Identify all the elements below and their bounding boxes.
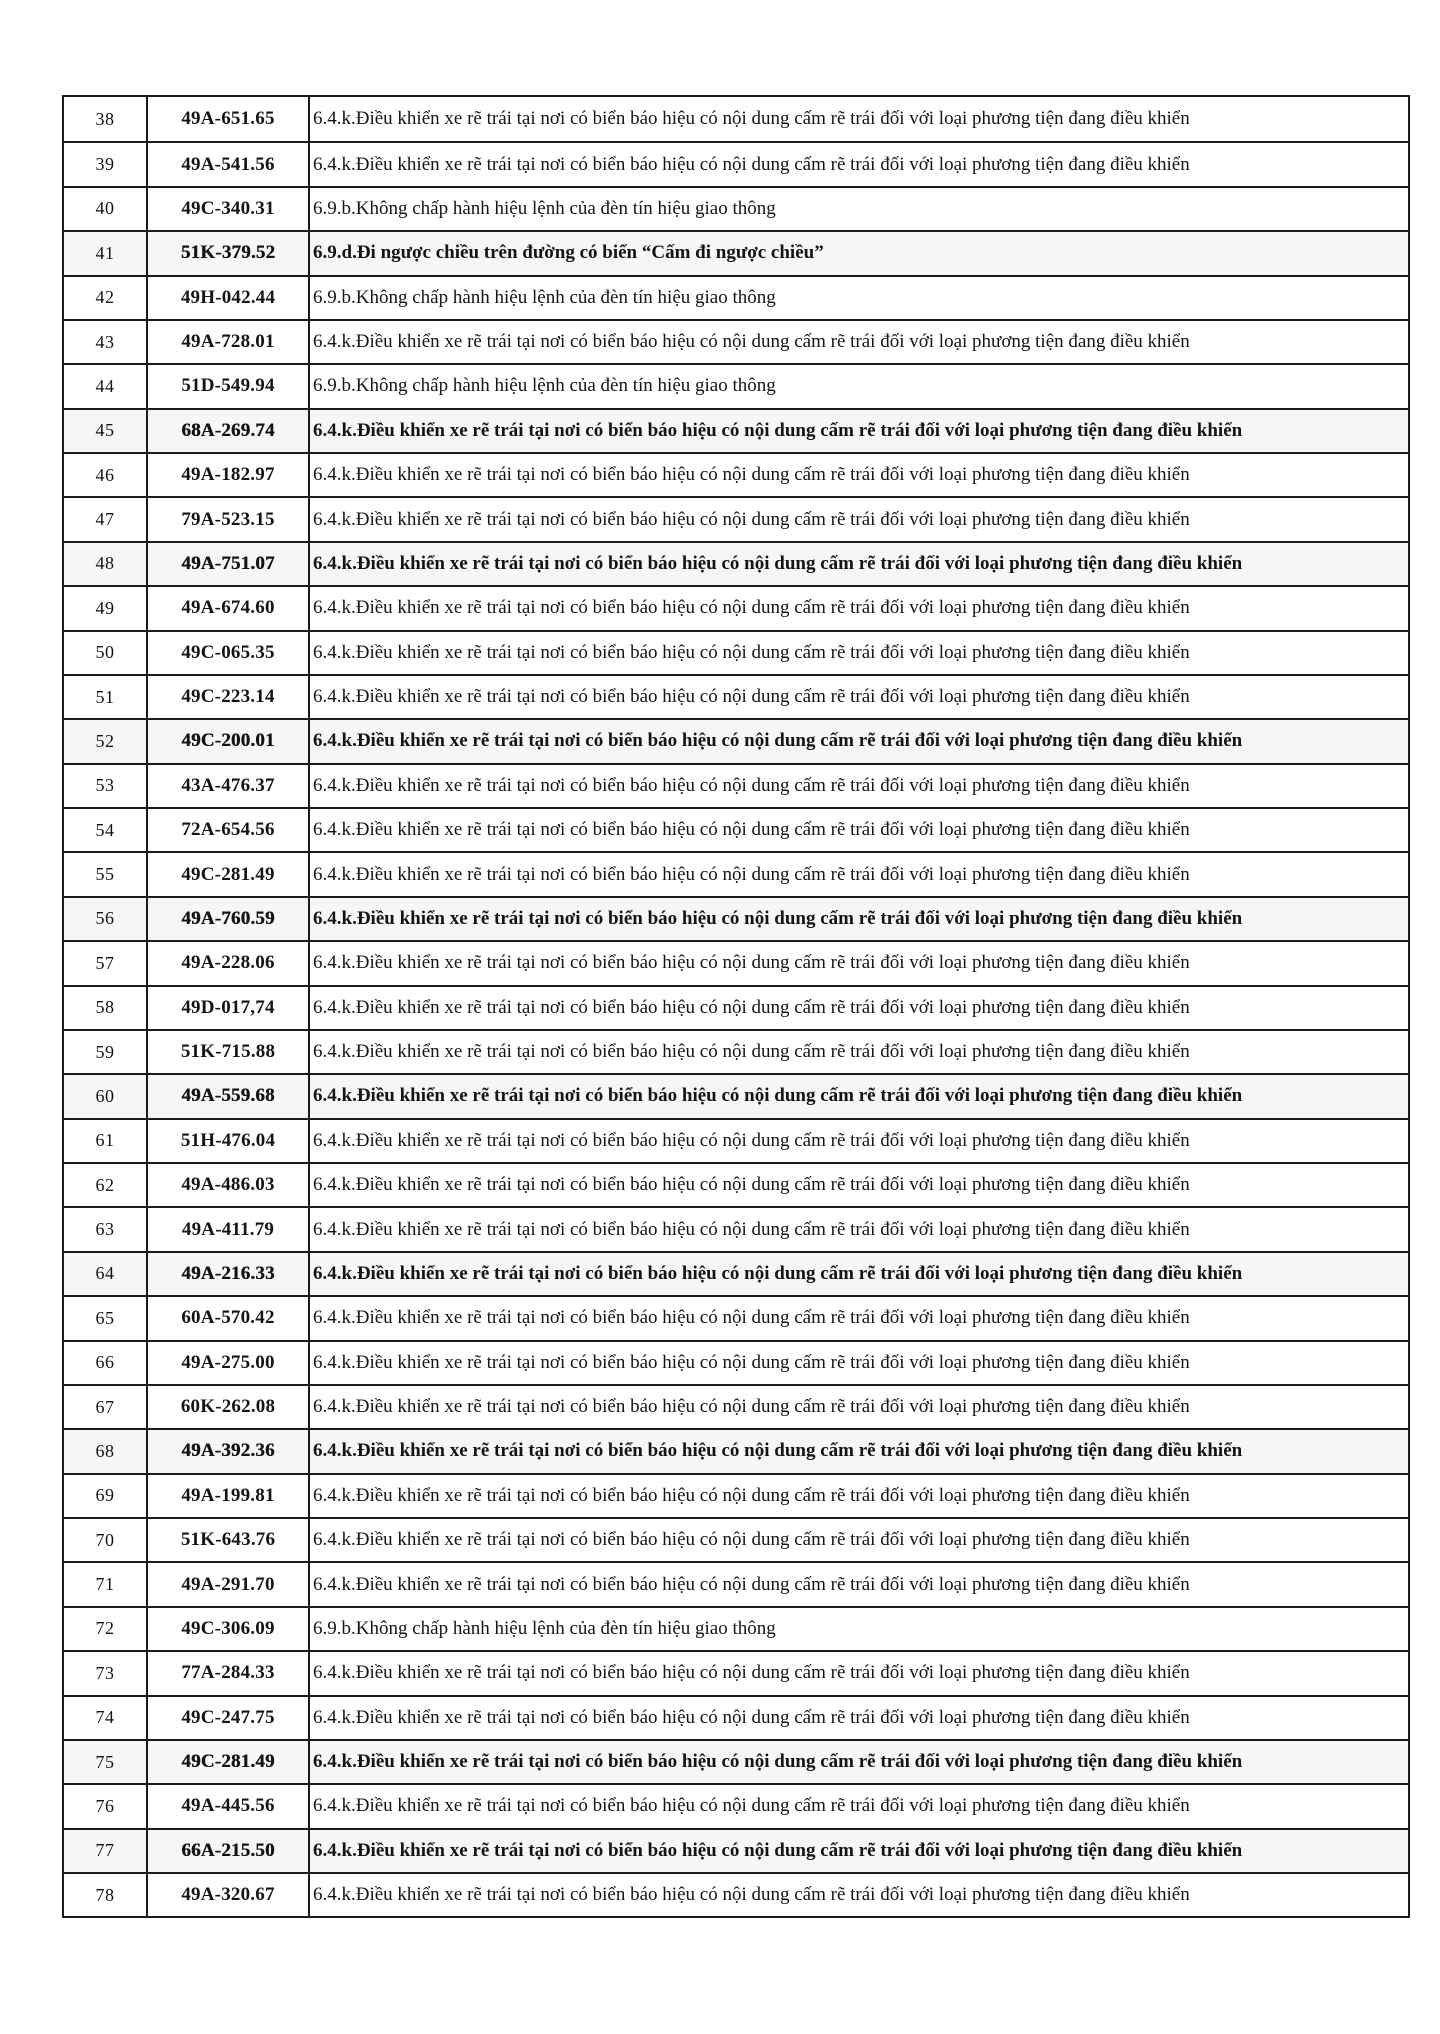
table-row	[64, 1340, 1408, 1384]
row-number-cell: 39	[64, 143, 148, 185]
license-plate-cell: 49C-223.14	[148, 676, 310, 718]
row-number-cell: 78	[64, 1874, 148, 1916]
table-row	[64, 718, 1408, 762]
table-row	[64, 496, 1408, 540]
row-number-cell: 49	[64, 587, 148, 629]
license-plate-cell: 49A-674.60	[148, 587, 310, 629]
table-row	[64, 896, 1408, 940]
table-row	[64, 1473, 1408, 1517]
row-number-cell: 52	[64, 720, 148, 762]
license-plate-cell: 51K-379.52	[148, 232, 310, 274]
table-row	[64, 1118, 1408, 1162]
license-plate-cell: 60K-262.08	[148, 1386, 310, 1428]
license-plate-cell: 49A-751.07	[148, 543, 310, 585]
row-number-cell: 72	[64, 1608, 148, 1650]
license-plate-cell: 49C-247.75	[148, 1697, 310, 1739]
license-plate-cell: 49A-392.36	[148, 1430, 310, 1472]
violation-description-cell: 6.4.k.Điều khiển xe rẽ trái tại nơi có biển báo hiệu có nội dung cấm rẽ trái đối với loại phương tiện đang điều khiển	[313, 1529, 1190, 1551]
table-row	[64, 319, 1408, 363]
violation-description-cell: 6.4.k.Điều khiển xe rẽ trái tại nơi có biển báo hiệu có nội dung cấm rẽ trái đối với loại phương tiện đang điều khiển	[313, 819, 1190, 841]
table-row	[64, 186, 1408, 230]
row-number-cell: 73	[64, 1652, 148, 1694]
table-row	[64, 1162, 1408, 1206]
violation-description-cell: 6.4.k.Điều khiển xe rẽ trái tại nơi có biển báo hiệu có nội dung cấm rẽ trái đối với loại phương tiện đang điều khiển	[313, 1662, 1190, 1684]
row-number-cell: 53	[64, 765, 148, 807]
violation-description-cell: 6.4.k.Điều khiển xe rẽ trái tại nơi có biển báo hiệu có nội dung cấm rẽ trái đối với loại phương tiện đang điều khiển	[313, 552, 1243, 574]
table-row	[64, 1606, 1408, 1650]
table-row	[64, 452, 1408, 496]
violation-description-cell: 6.4.k.Điều khiển xe rẽ trái tại nơi có biển báo hiệu có nội dung cấm rẽ trái đối với loại phương tiện đang điều khiển	[313, 597, 1190, 619]
table-row	[64, 97, 1408, 141]
license-plate-cell: 51K-643.76	[148, 1519, 310, 1561]
row-number-cell: 55	[64, 853, 148, 895]
license-plate-cell: 68A-269.74	[148, 410, 310, 452]
license-plate-cell: 49A-275.00	[148, 1342, 310, 1384]
license-plate-cell: 51D-549.94	[148, 365, 310, 407]
violation-description-cell: 6.4.k.Điều khiển xe rẽ trái tại nơi có biển báo hiệu có nội dung cấm rẽ trái đối với loại phương tiện đang điều khiển	[313, 419, 1243, 441]
violation-description-cell: 6.4.k.Điều khiển xe rẽ trái tại nơi có biển báo hiệu có nội dung cấm rẽ trái đối với loại phương tiện đang điều khiển	[313, 686, 1190, 708]
table-row	[64, 1650, 1408, 1694]
license-plate-cell: 49A-486.03	[148, 1164, 310, 1206]
row-number-cell: 64	[64, 1253, 148, 1295]
violation-description-cell: 6.4.k.Điều khiển xe rẽ trái tại nơi có biển báo hiệu có nội dung cấm rẽ trái đối với loại phương tiện đang điều khiển	[313, 1795, 1190, 1817]
license-plate-cell: 49A-291.70	[148, 1563, 310, 1605]
table-row	[64, 851, 1408, 895]
violation-description-cell: 6.4.k.Điều khiển xe rẽ trái tại nơi có biển báo hiệu có nội dung cấm rẽ trái đối với loại phương tiện đang điều khiển	[313, 1351, 1190, 1373]
violation-description-cell: 6.9.b.Không chấp hành hiệu lệnh của đèn tín hiệu giao thông	[313, 286, 776, 308]
violation-description-cell: 6.4.k.Điều khiển xe rẽ trái tại nơi có biển báo hiệu có nội dung cấm rẽ trái đối với loại phương tiện đang điều khiển	[313, 1396, 1190, 1418]
violation-description-cell: 6.4.k.Điều khiển xe rẽ trái tại nơi có biển báo hiệu có nội dung cấm rẽ trái đối với loại phương tiện đang điều khiển	[313, 996, 1190, 1018]
license-plate-cell: 60A-570.42	[148, 1297, 310, 1339]
row-number-cell: 46	[64, 454, 148, 496]
table-row	[64, 1251, 1408, 1295]
license-plate-cell: 49A-559.68	[148, 1075, 310, 1117]
row-number-cell: 60	[64, 1075, 148, 1117]
violation-description-cell: 6.4.k.Điều khiển xe rẽ trái tại nơi có biển báo hiệu có nội dung cấm rẽ trái đối với loại phương tiện đang điều khiển	[313, 863, 1190, 885]
violation-description-cell: 6.4.k.Điều khiển xe rẽ trái tại nơi có biển báo hiệu có nội dung cấm rẽ trái đối với loại phương tiện đang điều khiển	[313, 952, 1190, 974]
row-number-cell: 56	[64, 898, 148, 940]
violation-description-cell: 6.4.k.Điều khiển xe rẽ trái tại nơi có biển báo hiệu có nội dung cấm rẽ trái đối với loại phương tiện đang điều khiển	[313, 1573, 1190, 1595]
violation-description-cell: 6.4.k.Điều khiển xe rẽ trái tại nơi có biển báo hiệu có nội dung cấm rẽ trái đối với loại phương tiện đang điều khiển	[313, 331, 1190, 353]
table-row	[64, 585, 1408, 629]
license-plate-cell: 49A-216.33	[148, 1253, 310, 1295]
table-row	[64, 363, 1408, 407]
license-plate-cell: 49A-760.59	[148, 898, 310, 940]
table-row	[64, 940, 1408, 984]
license-plate-cell: 51K-715.88	[148, 1031, 310, 1073]
row-number-cell: 71	[64, 1563, 148, 1605]
violation-description-cell: 6.4.k.Điều khiển xe rẽ trái tại nơi có biển báo hiệu có nội dung cấm rẽ trái đối với loại phương tiện đang điều khiển	[313, 1262, 1243, 1284]
violation-description-cell: 6.4.k.Điều khiển xe rẽ trái tại nơi có biển báo hiệu có nội dung cấm rẽ trái đối với loại phương tiện đang điều khiển	[313, 1751, 1243, 1773]
license-plate-cell: 49H-042.44	[148, 277, 310, 319]
violation-description-cell: 6.9.d.Đi ngược chiều trên đường có biển “Cấm đi ngược chiều”	[313, 242, 824, 264]
violation-description-cell: 6.4.k.Điều khiển xe rẽ trái tại nơi có biển báo hiệu có nội dung cấm rẽ trái đối với loại phương tiện đang điều khiển	[313, 1839, 1243, 1861]
violation-description-cell: 6.4.k.Điều khiển xe rẽ trái tại nơi có biển báo hiệu có nội dung cấm rẽ trái đối với loại phương tiện đang điều khiển	[313, 153, 1190, 175]
violation-description-cell: 6.4.k.Điều khiển xe rẽ trái tại nơi có biển báo hiệu có nội dung cấm rẽ trái đối với loại phương tiện đang điều khiển	[313, 907, 1243, 929]
row-number-cell: 66	[64, 1342, 148, 1384]
row-number-cell: 70	[64, 1519, 148, 1561]
license-plate-cell: 49A-182.97	[148, 454, 310, 496]
license-plate-cell: 49A-541.56	[148, 143, 310, 185]
table-row	[64, 1384, 1408, 1428]
row-number-cell: 45	[64, 410, 148, 452]
row-number-cell: 75	[64, 1741, 148, 1783]
row-number-cell: 67	[64, 1386, 148, 1428]
license-plate-cell: 77A-284.33	[148, 1652, 310, 1694]
table-row	[64, 763, 1408, 807]
row-number-cell: 51	[64, 676, 148, 718]
table-row	[64, 541, 1408, 585]
row-number-cell: 42	[64, 277, 148, 319]
violation-description-cell: 6.4.k.Điều khiển xe rẽ trái tại nơi có biển báo hiệu có nội dung cấm rẽ trái đối với loại phương tiện đang điều khiển	[313, 1129, 1190, 1151]
license-plate-cell: 49D-017,74	[148, 987, 310, 1029]
violation-description-cell: 6.4.k.Điều khiển xe rẽ trái tại nơi có biển báo hiệu có nội dung cấm rẽ trái đối với loại phương tiện đang điều khiển	[313, 1307, 1190, 1329]
row-number-cell: 63	[64, 1208, 148, 1250]
violation-description-cell: 6.4.k.Điều khiển xe rẽ trái tại nơi có biển báo hiệu có nội dung cấm rẽ trái đối với loại phương tiện đang điều khiển	[313, 1085, 1243, 1107]
row-number-cell: 38	[64, 97, 148, 141]
license-plate-cell: 79A-523.15	[148, 498, 310, 540]
row-number-cell: 77	[64, 1830, 148, 1872]
license-plate-cell: 49A-411.79	[148, 1208, 310, 1250]
table-row	[64, 1828, 1408, 1872]
table-row	[64, 807, 1408, 851]
row-number-cell: 59	[64, 1031, 148, 1073]
license-plate-cell: 49C-306.09	[148, 1608, 310, 1650]
violation-description-cell: 6.9.b.Không chấp hành hiệu lệnh của đèn tín hiệu giao thông	[313, 197, 776, 219]
row-number-cell: 44	[64, 365, 148, 407]
license-plate-cell: 49A-445.56	[148, 1785, 310, 1827]
table-row	[64, 1739, 1408, 1783]
row-number-cell: 58	[64, 987, 148, 1029]
table-row	[64, 1206, 1408, 1250]
row-number-cell: 74	[64, 1697, 148, 1739]
row-number-cell: 76	[64, 1785, 148, 1827]
violation-description-cell: 6.4.k.Điều khiển xe rẽ trái tại nơi có biển báo hiệu có nội dung cấm rẽ trái đối với loại phương tiện đang điều khiển	[313, 1484, 1190, 1506]
license-plate-cell: 49C-200.01	[148, 720, 310, 762]
license-plate-cell: 49C-340.31	[148, 188, 310, 230]
violation-description-cell: 6.4.k.Điều khiển xe rẽ trái tại nơi có biển báo hiệu có nội dung cấm rẽ trái đối với loại phương tiện đang điều khiển	[313, 1218, 1190, 1240]
violation-description-cell: 6.4.k.Điều khiển xe rẽ trái tại nơi có biển báo hiệu có nội dung cấm rẽ trái đối với loại phương tiện đang điều khiển	[313, 730, 1243, 752]
row-number-cell: 62	[64, 1164, 148, 1206]
row-number-cell: 57	[64, 942, 148, 984]
license-plate-cell: 49A-199.81	[148, 1475, 310, 1517]
violation-description-cell: 6.4.k.Điều khiển xe rẽ trái tại nơi có biển báo hiệu có nội dung cấm rẽ trái đối với loại phương tiện đang điều khiển	[313, 108, 1190, 130]
violation-description-cell: 6.4.k.Điều khiển xe rẽ trái tại nơi có biển báo hiệu có nội dung cấm rẽ trái đối với loại phương tiện đang điều khiển	[313, 508, 1190, 530]
license-plate-cell: 49A-320.67	[148, 1874, 310, 1916]
violation-description-cell: 6.9.b.Không chấp hành hiệu lệnh của đèn tín hiệu giao thông	[313, 375, 776, 397]
license-plate-cell: 49C-281.49	[148, 853, 310, 895]
table-row	[64, 1517, 1408, 1561]
license-plate-cell: 49A-228.06	[148, 942, 310, 984]
table-row	[64, 408, 1408, 452]
row-number-cell: 69	[64, 1475, 148, 1517]
violation-description-cell: 6.4.k.Điều khiển xe rẽ trái tại nơi có biển báo hiệu có nội dung cấm rẽ trái đối với loại phương tiện đang điều khiển	[313, 464, 1190, 486]
row-number-cell: 47	[64, 498, 148, 540]
row-number-cell: 40	[64, 188, 148, 230]
table-row	[64, 1872, 1408, 1916]
license-plate-cell: 66A-215.50	[148, 1830, 310, 1872]
table-row	[64, 985, 1408, 1029]
row-number-cell: 41	[64, 232, 148, 274]
violation-description-cell: 6.4.k.Điều khiển xe rẽ trái tại nơi có biển báo hiệu có nội dung cấm rẽ trái đối với loại phương tiện đang điều khiển	[313, 1174, 1190, 1196]
license-plate-cell: 49C-281.49	[148, 1741, 310, 1783]
table-row	[64, 674, 1408, 718]
row-number-cell: 65	[64, 1297, 148, 1339]
table-row	[64, 141, 1408, 185]
violations-table	[62, 95, 1410, 1918]
row-number-cell: 54	[64, 809, 148, 851]
table-row	[64, 1783, 1408, 1827]
row-number-cell: 61	[64, 1120, 148, 1162]
violation-description-cell: 6.4.k.Điều khiển xe rẽ trái tại nơi có biển báo hiệu có nội dung cấm rẽ trái đối với loại phương tiện đang điều khiển	[313, 641, 1190, 663]
violation-description-cell: 6.4.k.Điều khiển xe rẽ trái tại nơi có biển báo hiệu có nội dung cấm rẽ trái đối với loại phương tiện đang điều khiển	[313, 1706, 1190, 1728]
violation-description-cell: 6.4.k.Điều khiển xe rẽ trái tại nơi có biển báo hiệu có nội dung cấm rẽ trái đối với loại phương tiện đang điều khiển	[313, 774, 1190, 796]
table-row	[64, 1029, 1408, 1073]
violation-description-cell: 6.9.b.Không chấp hành hiệu lệnh của đèn tín hiệu giao thông	[313, 1617, 776, 1639]
table-row	[64, 630, 1408, 674]
row-number-cell: 50	[64, 632, 148, 674]
violation-description-cell: 6.4.k.Điều khiển xe rẽ trái tại nơi có biển báo hiệu có nội dung cấm rẽ trái đối với loại phương tiện đang điều khiển	[313, 1884, 1190, 1906]
table-row	[64, 1295, 1408, 1339]
table-row	[64, 230, 1408, 274]
row-number-cell: 48	[64, 543, 148, 585]
license-plate-cell: 49A-728.01	[148, 321, 310, 363]
license-plate-cell: 49A-651.65	[148, 97, 310, 141]
table-row	[64, 1073, 1408, 1117]
table-row	[64, 275, 1408, 319]
table-row	[64, 1561, 1408, 1605]
license-plate-cell: 72A-654.56	[148, 809, 310, 851]
row-number-cell: 43	[64, 321, 148, 363]
violation-description-cell: 6.4.k.Điều khiển xe rẽ trái tại nơi có biển báo hiệu có nội dung cấm rẽ trái đối với loại phương tiện đang điều khiển	[313, 1440, 1243, 1462]
row-number-cell: 68	[64, 1430, 148, 1472]
license-plate-cell: 49C-065.35	[148, 632, 310, 674]
license-plate-cell: 51H-476.04	[148, 1120, 310, 1162]
violation-description-cell: 6.4.k.Điều khiển xe rẽ trái tại nơi có biển báo hiệu có nội dung cấm rẽ trái đối với loại phương tiện đang điều khiển	[313, 1041, 1190, 1063]
table-row	[64, 1428, 1408, 1472]
table-row	[64, 1695, 1408, 1739]
license-plate-cell: 43A-476.37	[148, 765, 310, 807]
